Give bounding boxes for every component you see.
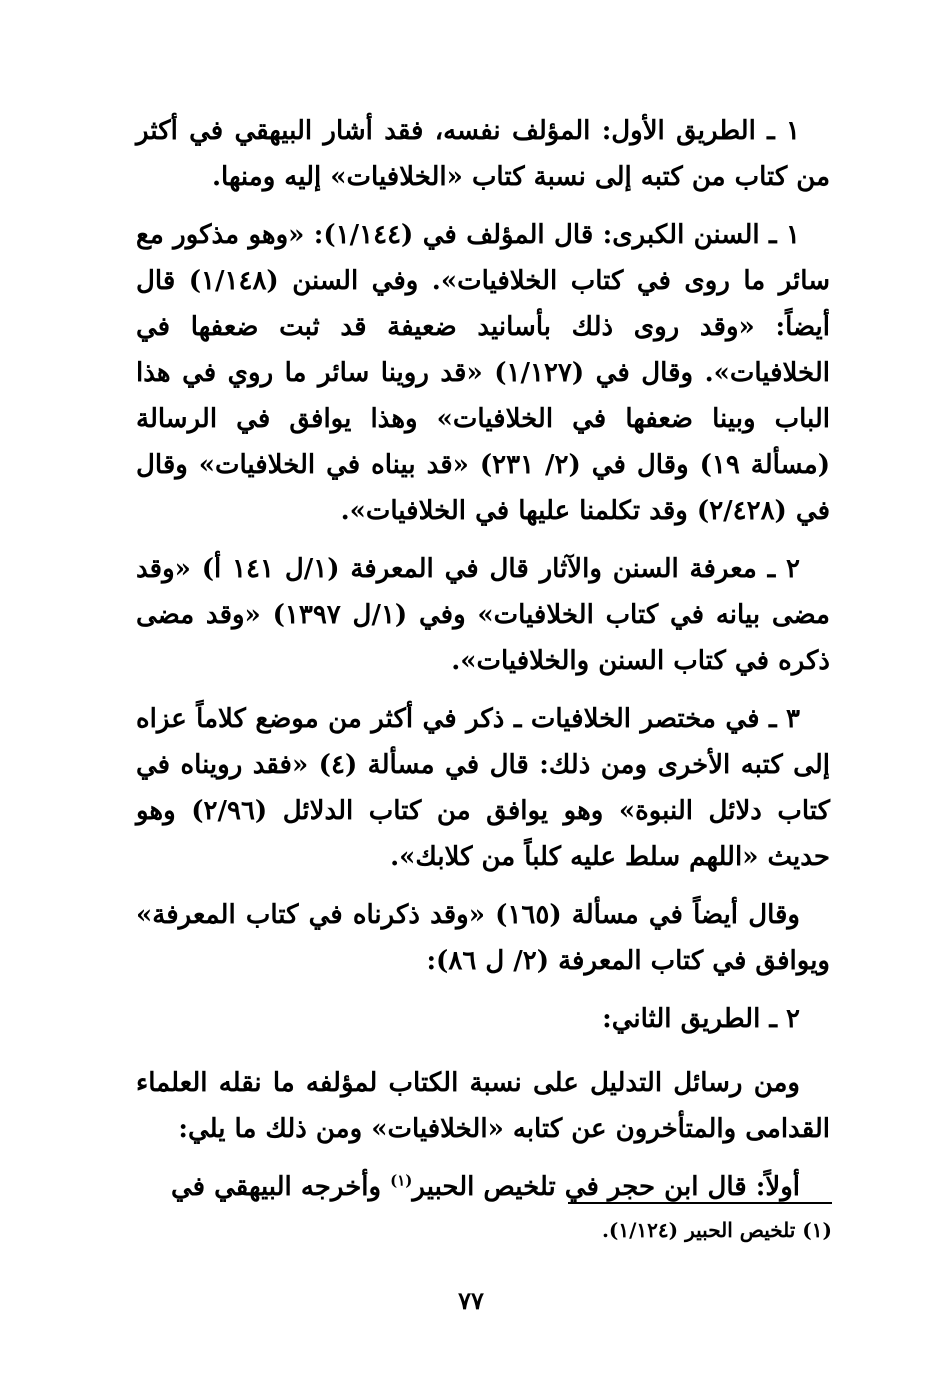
paragraph-text: قال ابن حجر في تلخيص الحبير: [412, 1172, 756, 1202]
paragraph-sunan-kubra: [136, 212, 830, 534]
footnote-reference: (١): [390, 1171, 413, 1190]
section-lead-first-path: ١ ـ الطريق الأول:: [601, 116, 800, 146]
main-text: [136, 108, 830, 1222]
paragraph-marifat-sunan: [136, 546, 830, 684]
paragraph-text: المؤلف نفسه، فقد أشار البيهقي في أكثر من كتاب من كتبه إلى نسبة كتاب «الخلافيات» إليه ومنها.: [136, 116, 830, 192]
paragraph-mukhtasar-khilafiyat: [136, 696, 830, 880]
paragraph-text: ومن رسائل التدليل على نسبة الكتاب لمؤلفه ما نقله العلماء القدامى والمتأخرون عن كتابه «الخلافيات» ومن ذلك ما يلي:: [136, 1068, 830, 1144]
item-lead-first: أولاً:: [755, 1172, 800, 1202]
paragraph-text: ٣ ـ في مختصر الخلافيات ـ ذكر في أكثر من موضع كلاماً عزاه إلى كتبه الأخرى ومن ذلك: قال في مسألة (٤) «فقد رويناه في كتاب دلائل النبوة» وهو يوافق من كتاب الدلائل (٢/٩٦) وهو حديث «اللهم سلط عليه كلباً من كلابك».: [136, 704, 830, 872]
paragraph-text: ١ ـ السنن الكبرى: قال المؤلف في (١/١٤٤): «وهو مذكور مع سائر ما روى في كتاب الخلافيات». وفي السنن (١/١٤٨) قال أيضاً: «وقد روى ذلك بأسانيد ضعيفة قد ثبت ضعفها في الخلافيات». وقال في (١/١٢٧) «قد روينا سائر ما روي في هذا الباب وبينا ضعفها في الخلافيات» وهذا يوافق في الرسالة (مسألة ١٩) وقال في (٢/ ٢٣١) «قد بيناه في الخلافيات» وقال في (٢/٤٢٨) وقد تكلمنا عليها في الخلافيات».: [136, 220, 831, 526]
page-number: ٧٧: [458, 1286, 484, 1315]
paragraph-first-path: [136, 108, 830, 200]
paragraph-scholars-quotes: [136, 1060, 830, 1152]
footnote: (١) تلخيص الحبير (١/١٢٤).: [601, 1218, 832, 1242]
paragraph-masala-165: [136, 892, 830, 984]
paragraph-text: ٢ ـ معرفة السنن والآثار قال في المعرفة (١/ل ١٤١ أ) «وقد مضى بيانه في كتاب الخلافيات» وفي (١/ل ١٣٩٧) «وقد مضى ذكره في كتاب السنن والخلافيات».: [136, 554, 830, 676]
paragraph-text: وقال أيضاً في مسألة (١٦٥) «وقد ذكرناه في كتاب المعرفة» ويوافق في كتاب المعرفة (٢/ ل ٨٦):: [136, 900, 830, 976]
footnote-divider: [568, 1202, 832, 1204]
paragraph-text: وأخرجه البيهقي في: [170, 1172, 391, 1202]
section-heading-second-path: ٢ ـ الطريق الثاني:: [602, 1004, 800, 1034]
